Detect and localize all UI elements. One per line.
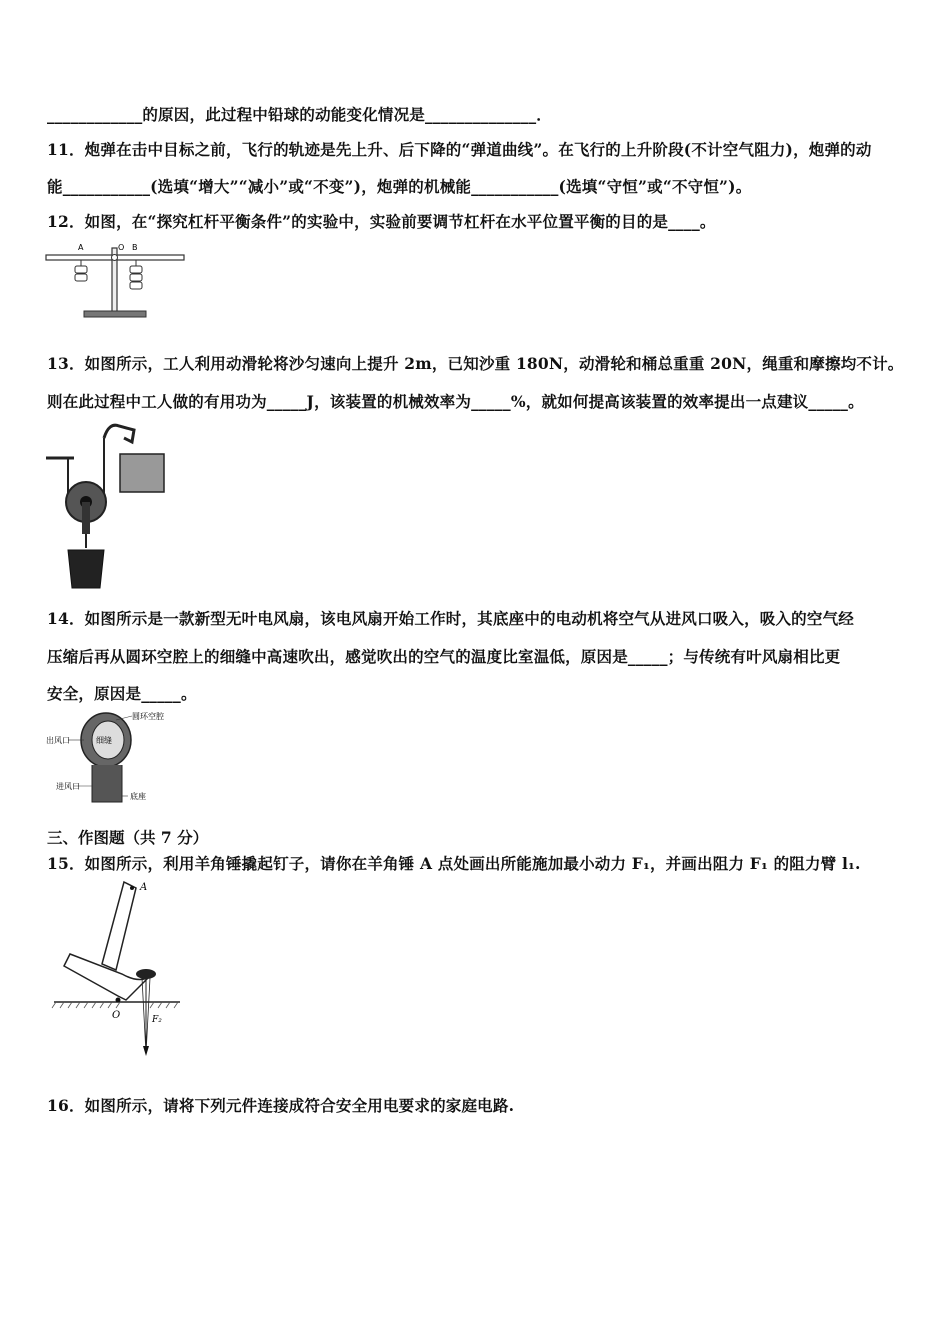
label-a: A xyxy=(140,882,148,893)
section-3-heading: 三、作图题（共 7 分） xyxy=(47,828,209,847)
q12-text: 12．如图，在“探究杠杆平衡条件”的实验中，实验前要调节杠杆在水平位置平衡的目的是____。 xyxy=(47,212,716,231)
lever-figure xyxy=(44,238,189,322)
sand-block xyxy=(120,454,164,492)
pulley-hook xyxy=(82,502,90,534)
weight-icon xyxy=(75,274,87,281)
pivot-icon xyxy=(112,255,118,261)
label-slit: 细缝 xyxy=(96,736,112,745)
fan-base xyxy=(92,765,122,802)
label-base: 底座 xyxy=(130,792,146,801)
q13-line1: 13．如图所示，工人利用动滑轮将沙匀速向上提升 2m，已知沙重 180N，动滑轮和桶总重重 20N，绳重和摩擦均不计。 xyxy=(47,354,904,373)
label-b: B xyxy=(132,243,138,252)
q13-line2: 则在此过程中工人做的有用功为_____J，该装置的机械效率为_____%，就如何提高该装置的效率提出一点建议_____。 xyxy=(47,392,864,411)
arrow-icon xyxy=(143,1046,149,1056)
hammer-handle xyxy=(102,882,136,970)
q14-line1: 14．如图所示是一款新型无叶电风扇，该电风扇开始工作时，其底座中的电动机将空气从进风口吸入，吸入的空气经 xyxy=(47,609,854,628)
q15-text: 15．如图所示，利用羊角锤撬起钉子，请你在羊角锤 A 点处画出所能施加最小动力 F₁，并画出阻力 F₁ 的阻力臂 l₁. xyxy=(47,854,861,873)
q14-line2: 压缩后再从圆环空腔上的细缝中高速吹出，感觉吹出的空气的温度比室温低，原因是_____；与传统有叶风扇相比更 xyxy=(47,647,841,666)
label-o: O xyxy=(112,1010,121,1021)
q14-line3: 安全，原因是_____。 xyxy=(47,684,197,703)
q16-text: 16．如图所示，请将下列元件连接成符合安全用电要求的家庭电路. xyxy=(47,1096,515,1115)
q10-continuation: ____________的原因，此过程中铅球的动能变化情况是______________． xyxy=(47,105,553,124)
weight-icon xyxy=(130,274,142,281)
fan-figure xyxy=(44,710,174,808)
weight-icon xyxy=(130,266,142,273)
label-outlet: 出风口 xyxy=(46,736,70,745)
point-o xyxy=(116,998,121,1003)
weight-icon xyxy=(130,282,142,289)
label-inlet: 进风口 xyxy=(56,782,80,791)
weight-icon xyxy=(75,266,87,273)
bucket xyxy=(68,550,104,588)
label-a: A xyxy=(78,243,84,252)
label-ring: 圆环空腔 xyxy=(132,712,164,721)
pulley-figure xyxy=(44,420,169,592)
lever-base xyxy=(84,311,146,317)
q11-line1: 11．炮弹在击中目标之前，飞行的轨迹是先上升、后下降的“弹道曲线”。在飞行的上升阶段(不计空气阻力)，炮弹的动 xyxy=(47,140,872,159)
label-f2: F₂ xyxy=(152,1015,162,1025)
label-o: O xyxy=(118,243,125,252)
point-a xyxy=(130,886,134,890)
worker-hand xyxy=(104,425,134,442)
hammer-figure xyxy=(50,878,190,1060)
q11-line2: 能___________(选填“增大”“减小”或“不变”)，炮弹的机械能___________(选填“守恒”或“不守恒”)。 xyxy=(47,177,752,196)
